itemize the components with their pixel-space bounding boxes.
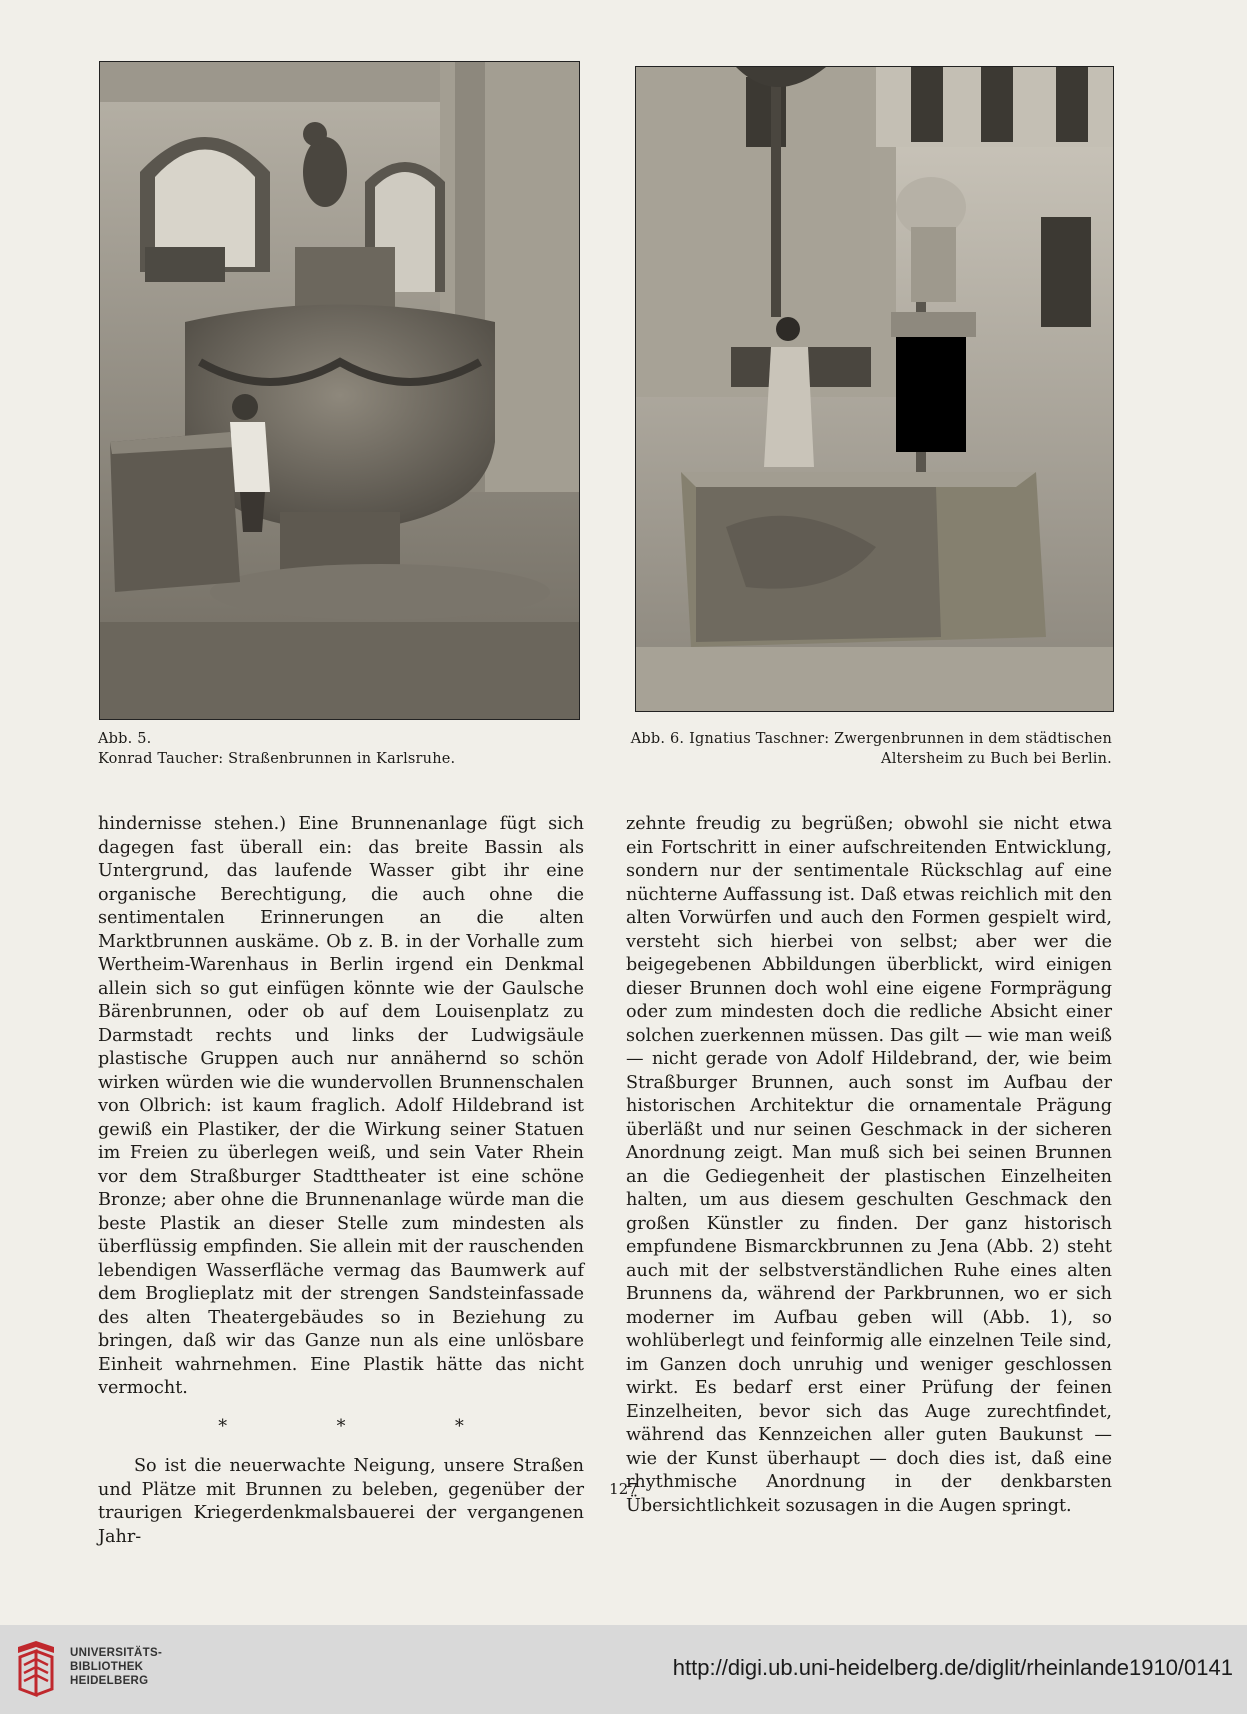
figure-5-photo: [99, 61, 580, 720]
figure-6-caption-line1: Ignatius Taschner: Zwergenbrunnen in dem städtischen: [689, 731, 1112, 747]
library-name-line1: UNIVERSITÄTS-: [70, 1647, 163, 1659]
permalink-url[interactable]: http://digi.ub.uni-heidelberg.de/diglit/rheinlande1910/0141: [672, 1655, 1233, 1680]
figure-5-label: Abb. 5.: [98, 731, 152, 747]
text-column-right: [626, 813, 1112, 1518]
figure-5-caption: [98, 729, 578, 769]
figure-6-caption-line2: Altersheim zu Buch bei Berlin.: [881, 751, 1112, 767]
figure-6-label: Abb. 6.: [630, 731, 685, 747]
university-library-logo-icon[interactable]: [14, 1639, 58, 1699]
viewer-footer: [0, 1625, 1247, 1714]
left-paragraph-1: hindernisse stehen.) Eine Brunnenanlage fügt sich dagegen fast überall ein: das breite Bassin als Untergrund, das laufende Wasser gibt ihr eine organische Berechtigung, die auch ohne die sentimentalen Erinnerungen an die alten Marktbrunnen auskäme. Ob z. B. in der Vorhalle zum Wertheim-Warenhaus in Berlin irgend ein Denkmal allein sich so gut einfügen könnte wie der Gaulsche Bärenbrunnen, oder ob auf dem Louisenplatz zu Darmstadt rechts und links der Ludwigsäule plastische Gruppen auch nur annähernd so schön wirken würden wie die wundervollen Brunnenschalen von Olbrich: ist kaum fraglich. Adolf Hildebrand ist gewiß ein Plastiker, der die Wirkung seiner Statuen im Freien zu überlegen weiß, und sein Vater Rhein vor dem Straßburger Stadttheater ist eine schöne Bronze; aber ohne die Brunnenanlage würde man die beste Plastik an dieser Stelle zum mindesten als überflüssig empfinden. Sie allein mit der rauschenden lebendigen Wasserfläche vermag das Baumwerk auf dem Broglieplatz mit der strengen Sandsteinfassade des alten Theatergebäudes so in Beziehung zu bringen, daß wir das Ganze nun als eine unlösbare Einheit wahrnehmen. Eine Plastik hätte das nicht vermocht.: [98, 814, 584, 1398]
figure-5-caption-text: Konrad Taucher: Straßenbrunnen in Karlsruhe.: [98, 751, 456, 767]
library-name-line2: BIBLIOTHEK: [70, 1661, 144, 1673]
left-paragraph-2: So ist die neuerwachte Neigung, unsere Straßen und Plätze mit Brunnen zu beleben, gegenüber der traurigen Kriegerdenkmalsbauerei der vergangenen Jahr-: [98, 1456, 584, 1547]
text-column-left: [98, 813, 584, 1549]
figure-6-caption: [600, 729, 1112, 769]
figure-6-photo: [635, 66, 1114, 712]
library-name-line3: HEIDELBERG: [70, 1675, 149, 1687]
right-paragraph-1: zehnte freudig zu begrüßen; obwohl sie nicht etwa ein Fortschritt in einer aufschreitenden Entwicklung, sondern nur der sentimentale Rückschlag auf eine nüchterne Auffassung ist. Daß etwas reichlich mit den alten Vorwürfen und auch den Formen gespielt wird, versteht sich hierbei von selbst; aber wer die beigegebenen Abbildungen überblickt, wird einigen dieser Brunnen doch wohl eine eigene Formprägung oder zum mindesten doch die redliche Absicht einer solchen zuerkennen müssen. Das gilt — wie man weiß — nicht gerade von Adolf Hildebrand, der, wie beim Straßburger Brunnen, auch sonst im Aufbau der historischen Architektur die ornamentale Prägung überläßt und nur seinen Geschmack in der sicheren Anordnung zeigt. Man muß sich bei seinen Brunnen an die Gediegenheit der plastischen Einzelheiten halten, um aus diesem geschulten Geschmack den großen Künstler zu finden. Der ganz historisch empfundene Bismarckbrunnen zu Jena (Abb. 2) steht auch mit der selbstverständlichen Ruhe eines alten Brunnens da, während der Parkbrunnen, wo er sich moderner im Aufbau geben will (Abb. 1), so wohlüberlegt und feinformig alle einzelnen Teile sind, im Ganzen doch unruhig und weniger geschlossen wirkt. Es bedarf erst einer Prüfung der feinen Einzelheiten, bevor sich das Auge zurechtfindet, während das Kennzeichen aller guten Baukunst — wie der Kunst überhaupt — doch dies ist, daß eine rhythmische Anordnung in der denkbarsten Übersichtlichkeit sozusagen in die Augen springt.: [626, 814, 1112, 1516]
library-name[interactable]: [70, 1646, 162, 1688]
page-number: 127: [609, 1480, 638, 1498]
section-separator: * * *: [218, 1416, 516, 1437]
